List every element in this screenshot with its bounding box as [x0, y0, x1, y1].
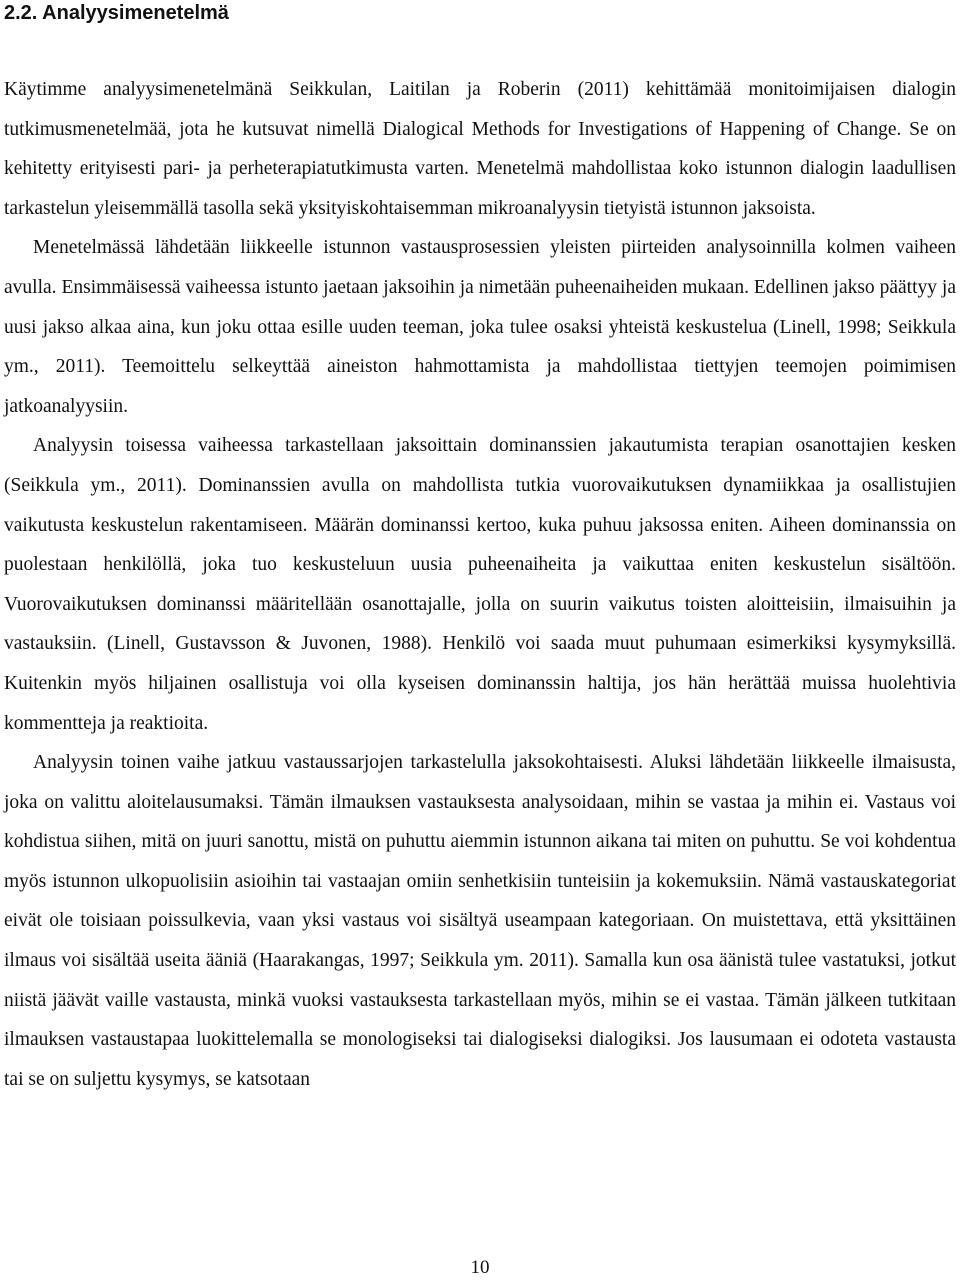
paragraph-2: Menetelmässä lähdetään liikkeelle istunnon vastausprosessien yleisten piirteiden analysoinnilla kolmen vaiheen avulla. Ensimmäisessä vaiheessa istunto jaetaan jaksoihin ja nimetään puheenaiheiden mukaan. Edellinen jakso päättyy ja uusi jakso alkaa aina, kun joku ottaa esille uuden teeman, joka tulee osaksi yhteistä keskustelua (Linell, 1998; Seikkula ym., 2011). Teemoittelu selkeyttää aineiston hahmottamista ja mahdollistaa tiettyjen teemojen poimimisen jatkoanalyysiin. — [4, 237, 956, 417]
paragraph-3: Analyysin toisessa vaiheessa tarkastellaan jaksoittain dominanssien jakautumista terapian osanottajien kesken (Seikkula ym., 2011). Dominanssien avulla on mahdollista tutkia vuorovaikutuksen dynamiikkaa ja osallistujien vaikutusta keskustelun rakentamiseen. Määrän dominanssi kertoo, kuka puhuu jaksossa eniten. Aiheen dominanssia on puolestaan henkilöllä, joka tuo keskusteluun uusia puheenaiheita ja vaikuttaa eniten keskustelun sisältöön. Vuorovaikutuksen dominanssi määritellään osanottajalle, jolla on suurin vaikutus toisten aloitteisiin, ilmaisuihin ja vastauksiin. (Linell, Gustavsson & Juvonen, 1988). Henkilö voi saada muut puhumaan esimerkiksi kysymyksillä. Kuitenkin myös hiljainen osallistuja voi olla kyseisen dominanssin haltija, jos hän herättää muissa huolehtivia kommentteja ja reaktioita. — [4, 435, 956, 734]
section-heading: 2.2. Analyysimenetelmä — [4, 2, 229, 24]
body-text — [4, 70, 956, 1099]
paragraph-1: Käytimme analyysimenetelmänä Seikkulan, Laitilan ja Roberin (2011) kehittämää monitoimijaisen dialogin tutkimusmenetelmää, jota he kutsuvat nimellä Dialogical Methods for Investigations of Happening of Change. Se on kehitetty erityisesti pari- ja perheterapiatutkimusta varten. Menetelmä mahdollistaa koko istunnon dialogin laadullisen tarkastelun yleisemmällä tasolla sekä yksityiskohtaisemman mikroanalyysin tietyistä istunnon jaksoista. — [4, 79, 956, 219]
page-number: 10 — [470, 1257, 490, 1278]
paragraph-4: Analyysin toinen vaihe jatkuu vastaussarjojen tarkastelulla jaksokohtaisesti. Aluksi lähdetään liikkeelle ilmaisusta, joka on valittu aloitelausumaksi. Tämän ilmauksen vastauksesta analysoidaan, mihin se vastaa ja mihin ei. Vastaus voi kohdistua siihen, mitä on juuri sanottu, mistä on puhuttu aiemmin istunnon aikana tai miten on puhuttu. Se voi kohdentua myös istunnon ulkopuolisiin asioihin tai vastaajan omiin senhetkisiin tunteisiin ja kokemuksiin. Nämä vastauskategoriat eivät ole toisiaan poissulkevia, vaan yksi vastaus voi sisältyä useampaan kategoriaan. On muistettava, että yksittäinen ilmaus voi sisältää useita ääniä (Haarakangas, 1997; Seikkula ym. 2011). Samalla kun osa äänistä tulee vastatuksi, jotkut niistä jäävät vaille vastausta, minkä vuoksi vastauksesta tarkastellaan myös, mihin se ei vastaa. Tämän jälkeen tutkitaan ilmauksen vastaustapaa luokittelemalla se monologiseksi tai dialogiseksi dialogiksi. Jos lausumaan ei odoteta vastausta tai se on suljettu kysymys, se katsotaan — [4, 752, 956, 1090]
